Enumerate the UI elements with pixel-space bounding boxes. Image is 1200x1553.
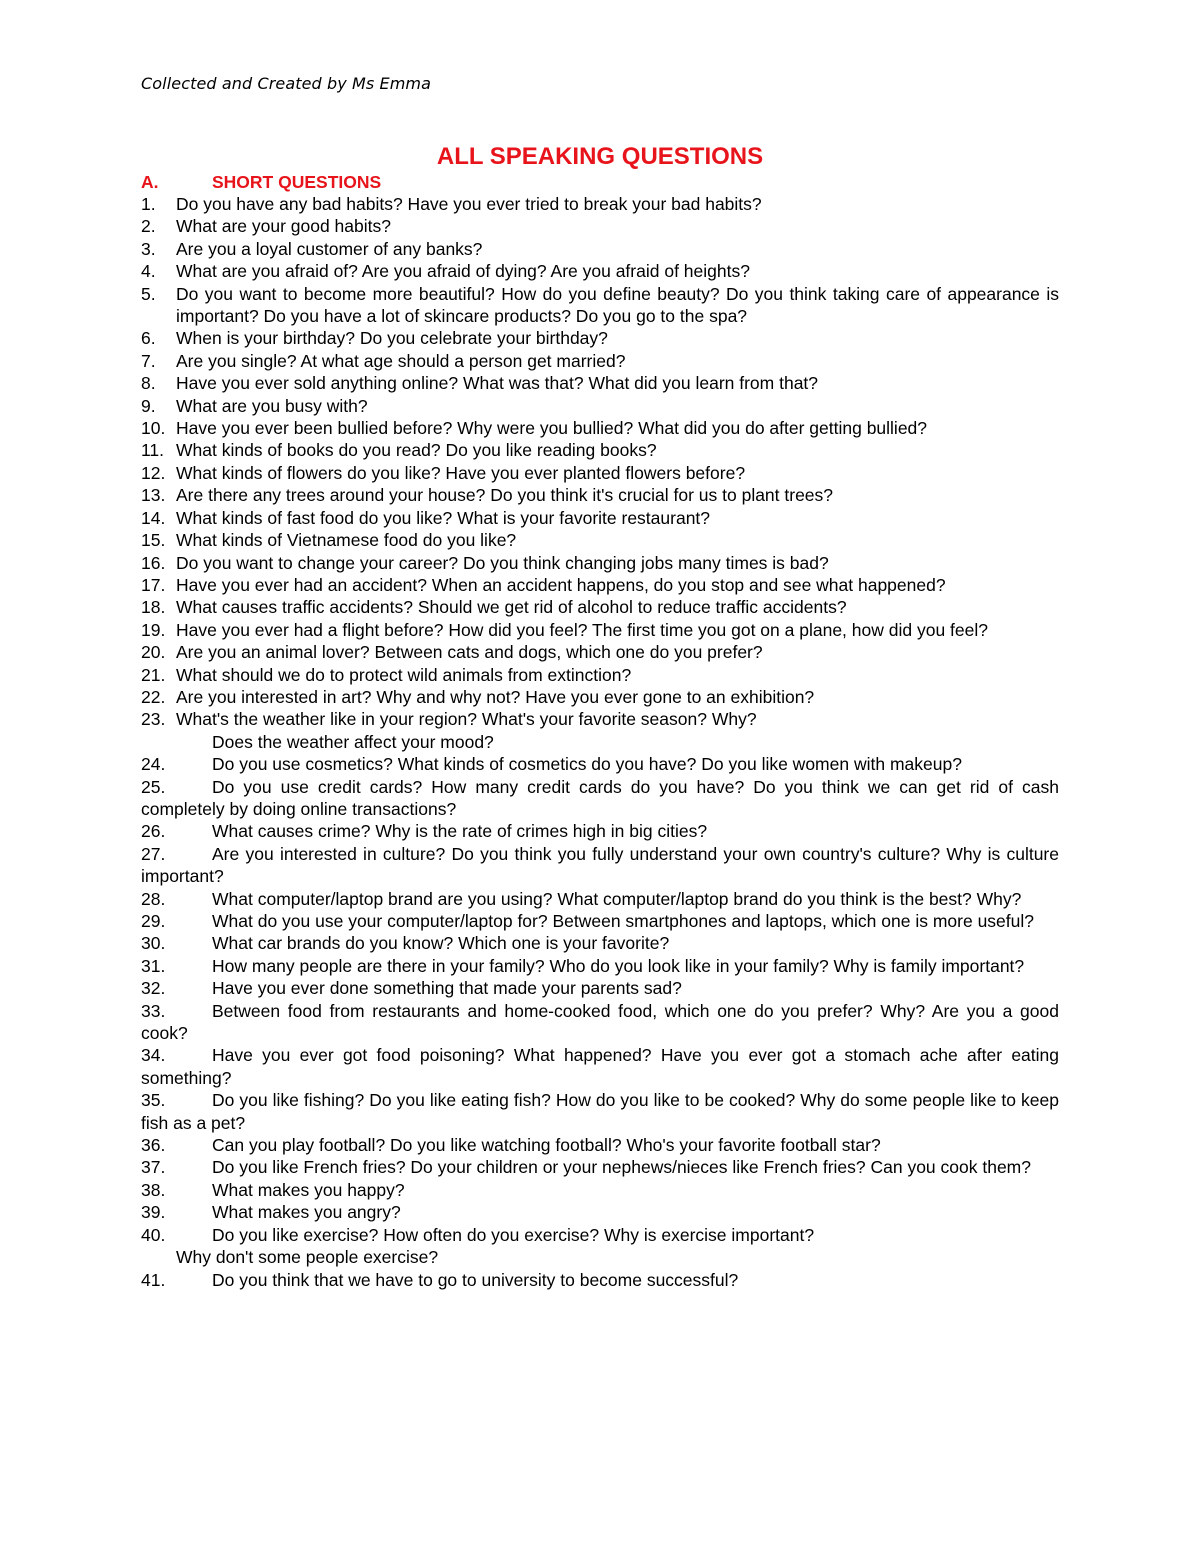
- question-item: [141, 1156, 1059, 1178]
- question-number: 38.: [141, 1179, 166, 1200]
- question-number: 21.: [141, 664, 166, 685]
- question-continuation: Does the weather affect your mood?: [212, 731, 494, 752]
- question-item: [141, 1000, 1059, 1045]
- question-text: Do you think that we have to go to university to become successful?: [212, 1269, 739, 1290]
- question-number: 14.: [141, 507, 166, 528]
- question-text: What computer/laptop brand are you using? What computer/laptop brand do you think is the best? Why?: [212, 888, 1022, 909]
- question-text: What causes crime? Why is the rate of crimes high in big cities?: [212, 821, 708, 842]
- question-item: [141, 843, 1059, 888]
- section-heading: [141, 171, 381, 193]
- question-text: What kinds of fast food do you like? What is your favorite restaurant?: [176, 507, 711, 528]
- question-number: 30.: [141, 933, 166, 954]
- question-number: 13.: [141, 485, 166, 506]
- question-item: [141, 574, 1059, 596]
- question-item: [141, 708, 1059, 730]
- question-item: [141, 1089, 1059, 1134]
- question-item: [141, 910, 1059, 932]
- question-number: 24.: [141, 754, 166, 775]
- question-number: 19.: [141, 619, 166, 640]
- question-text: What kinds of flowers do you like? Have you ever planted flowers before?: [176, 462, 746, 483]
- question-item: [141, 619, 1059, 641]
- question-number: 32.: [141, 978, 166, 999]
- question-item: [141, 350, 1059, 372]
- question-text: What makes you angry?: [212, 1202, 401, 1223]
- question-number: 22.: [141, 686, 166, 707]
- question-item: [141, 1269, 1059, 1291]
- question-text: What do you use your computer/laptop for? Between smartphones and laptops, which one is more useful?: [212, 911, 1034, 931]
- question-text: What's the weather like in your region? What's your favorite season? Why?: [176, 709, 757, 730]
- question-text: Between food from restaurants and home-cooked food, which one do you prefer? Why? Are you a good cook?: [141, 1000, 1059, 1044]
- question-item: [141, 283, 1059, 328]
- question-item: [141, 1224, 1059, 1246]
- question-item: [141, 529, 1059, 551]
- question-number: 4.: [141, 261, 156, 282]
- question-item: [141, 1134, 1059, 1156]
- question-text: Do you want to change your career? Do you think changing jobs many times is bad?: [176, 552, 829, 573]
- question-text: What should we do to protect wild animals from extinction?: [176, 664, 632, 685]
- question-text: Are you single? At what age should a person get married?: [176, 350, 626, 371]
- question-number: 28.: [141, 888, 166, 909]
- question-number: 23.: [141, 709, 166, 730]
- question-number: 25.: [141, 776, 166, 797]
- question-text: What kinds of books do you read? Do you like reading books?: [176, 440, 657, 461]
- question-item: [141, 1201, 1059, 1223]
- question-number: 16.: [141, 552, 166, 573]
- question-number: 18.: [141, 597, 166, 618]
- section-label: A.: [141, 172, 159, 192]
- question-number: 11.: [141, 440, 165, 461]
- question-text: Have you ever had a flight before? How did you feel? The first time you got on a plane, how did you feel?: [176, 619, 988, 640]
- question-number: 15.: [141, 530, 166, 551]
- question-number: 10.: [141, 418, 166, 439]
- question-text: Do you like fishing? Do you like eating fish? How do you like to be cooked? Why do some people like to keep fish as a pet?: [141, 1090, 1059, 1133]
- question-number: 41.: [141, 1269, 166, 1290]
- question-number: 31.: [141, 955, 166, 976]
- question-item: [141, 238, 1059, 260]
- question-item: [141, 955, 1059, 977]
- question-item: [141, 417, 1059, 439]
- question-text: How many people are there in your family? Who do you look like in your family? Why is family important?: [212, 955, 1025, 976]
- question-item: [141, 1044, 1059, 1089]
- question-item: [141, 686, 1059, 708]
- question-number: 26.: [141, 821, 166, 842]
- question-text: Are you an animal lover? Between cats and dogs, which one do you prefer?: [176, 642, 763, 663]
- question-number: 39.: [141, 1202, 166, 1223]
- question-number: 29.: [141, 911, 166, 931]
- question-item: [141, 552, 1059, 574]
- question-number: 3.: [141, 238, 156, 259]
- question-text: Do you use cosmetics? What kinds of cosmetics do you have? Do you like women with makeup?: [212, 754, 962, 775]
- question-item: [141, 820, 1059, 842]
- question-continuation: Why don't some people exercise?: [176, 1247, 439, 1268]
- question-text: Have you ever sold anything online? What was that? What did you learn from that?: [176, 373, 819, 394]
- question-number: 34.: [141, 1045, 166, 1066]
- question-item: [141, 395, 1059, 417]
- question-number: 7.: [141, 350, 156, 371]
- question-text: What makes you happy?: [212, 1179, 405, 1200]
- question-number: 17.: [141, 574, 166, 595]
- question-item: [141, 327, 1059, 349]
- question-text: Do you like exercise? How often do you exercise? Why is exercise important?: [212, 1224, 815, 1245]
- question-item: [141, 932, 1059, 954]
- page-header: Collected and Created by Ms Emma: [141, 74, 432, 93]
- question-number: 35.: [141, 1090, 166, 1111]
- question-item: [141, 977, 1059, 999]
- question-item: [141, 664, 1059, 686]
- question-number: 36.: [141, 1135, 166, 1156]
- question-list: [141, 193, 1059, 1291]
- question-number: 33.: [141, 1000, 166, 1021]
- question-text: Have you ever had an accident? When an accident happens, do you stop and see what happened?: [176, 574, 946, 595]
- question-text: Are there any trees around your house? Do you think it's crucial for us to plant trees?: [176, 485, 834, 506]
- question-text: Do you use credit cards? How many credit cards do you have? Do you think we can get rid of cash completely by doing online transactions?: [141, 776, 1059, 819]
- question-text: Can you play football? Do you like watching football? Who's your favorite football star?: [212, 1135, 881, 1156]
- question-item: [141, 776, 1059, 821]
- question-number: 6.: [141, 328, 156, 349]
- question-text: What are you busy with?: [176, 395, 368, 416]
- question-text: Have you ever been bullied before? Why were you bullied? What did you do after getting bullied?: [176, 418, 928, 439]
- page-title: ALL SPEAKING QUESTIONS: [436, 143, 764, 170]
- question-number: 27.: [141, 843, 166, 864]
- question-item: [141, 596, 1059, 618]
- question-item: [141, 1179, 1059, 1201]
- question-text: What causes traffic accidents? Should we get rid of alcohol to reduce traffic accidents?: [176, 597, 847, 618]
- question-item: [141, 439, 1059, 461]
- question-text: What are your good habits?: [176, 216, 391, 237]
- question-item: [141, 193, 1059, 215]
- question-item: [141, 641, 1059, 663]
- question-number: 9.: [141, 395, 156, 416]
- question-item: [141, 215, 1059, 237]
- question-text: What car brands do you know? Which one is your favorite?: [212, 933, 670, 954]
- question-item: [141, 753, 1059, 775]
- question-item: [141, 372, 1059, 394]
- question-number: 12.: [141, 462, 166, 483]
- question-text: Are you interested in culture? Do you think you fully understand your own country's culture? Why is culture important?: [141, 843, 1059, 887]
- question-number: 40.: [141, 1224, 166, 1245]
- question-item: [141, 888, 1059, 910]
- section-title: SHORT QUESTIONS: [212, 172, 382, 192]
- question-text: Do you like French fries? Do your children or your nephews/nieces like French fries? Can you cook them?: [212, 1157, 1031, 1178]
- question-number: 1.: [141, 194, 156, 214]
- question-text: What kinds of Vietnamese food do you like?: [176, 530, 517, 551]
- question-item: [141, 507, 1059, 529]
- question-number: 8.: [141, 373, 156, 394]
- question-text: Are you interested in art? Why and why not? Have you ever gone to an exhibition?: [176, 686, 815, 707]
- question-text: Are you a loyal customer of any banks?: [176, 238, 483, 259]
- question-text: Do you want to become more beautiful? How do you define beauty? Do you think taking care of appearance is important? Do you have a lot of skincare products? Do you go to the spa?: [176, 283, 1059, 327]
- question-item: [141, 484, 1059, 506]
- question-text: When is your birthday? Do you celebrate your birthday?: [176, 328, 608, 349]
- question-item: [141, 462, 1059, 484]
- question-text: Have you ever got food poisoning? What happened? Have you ever got a stomach ache after eating something?: [141, 1045, 1059, 1088]
- question-text: Have you ever done something that made your parents sad?: [212, 978, 682, 999]
- question-number: 2.: [141, 216, 156, 237]
- question-number: 5.: [141, 283, 156, 304]
- question-text: Do you have any bad habits? Have you ever tried to break your bad habits?: [176, 194, 762, 214]
- question-number: 37.: [141, 1157, 166, 1178]
- question-number: 20.: [141, 642, 166, 663]
- question-item: [141, 260, 1059, 282]
- question-text: What are you afraid of? Are you afraid of dying? Are you afraid of heights?: [176, 261, 750, 282]
